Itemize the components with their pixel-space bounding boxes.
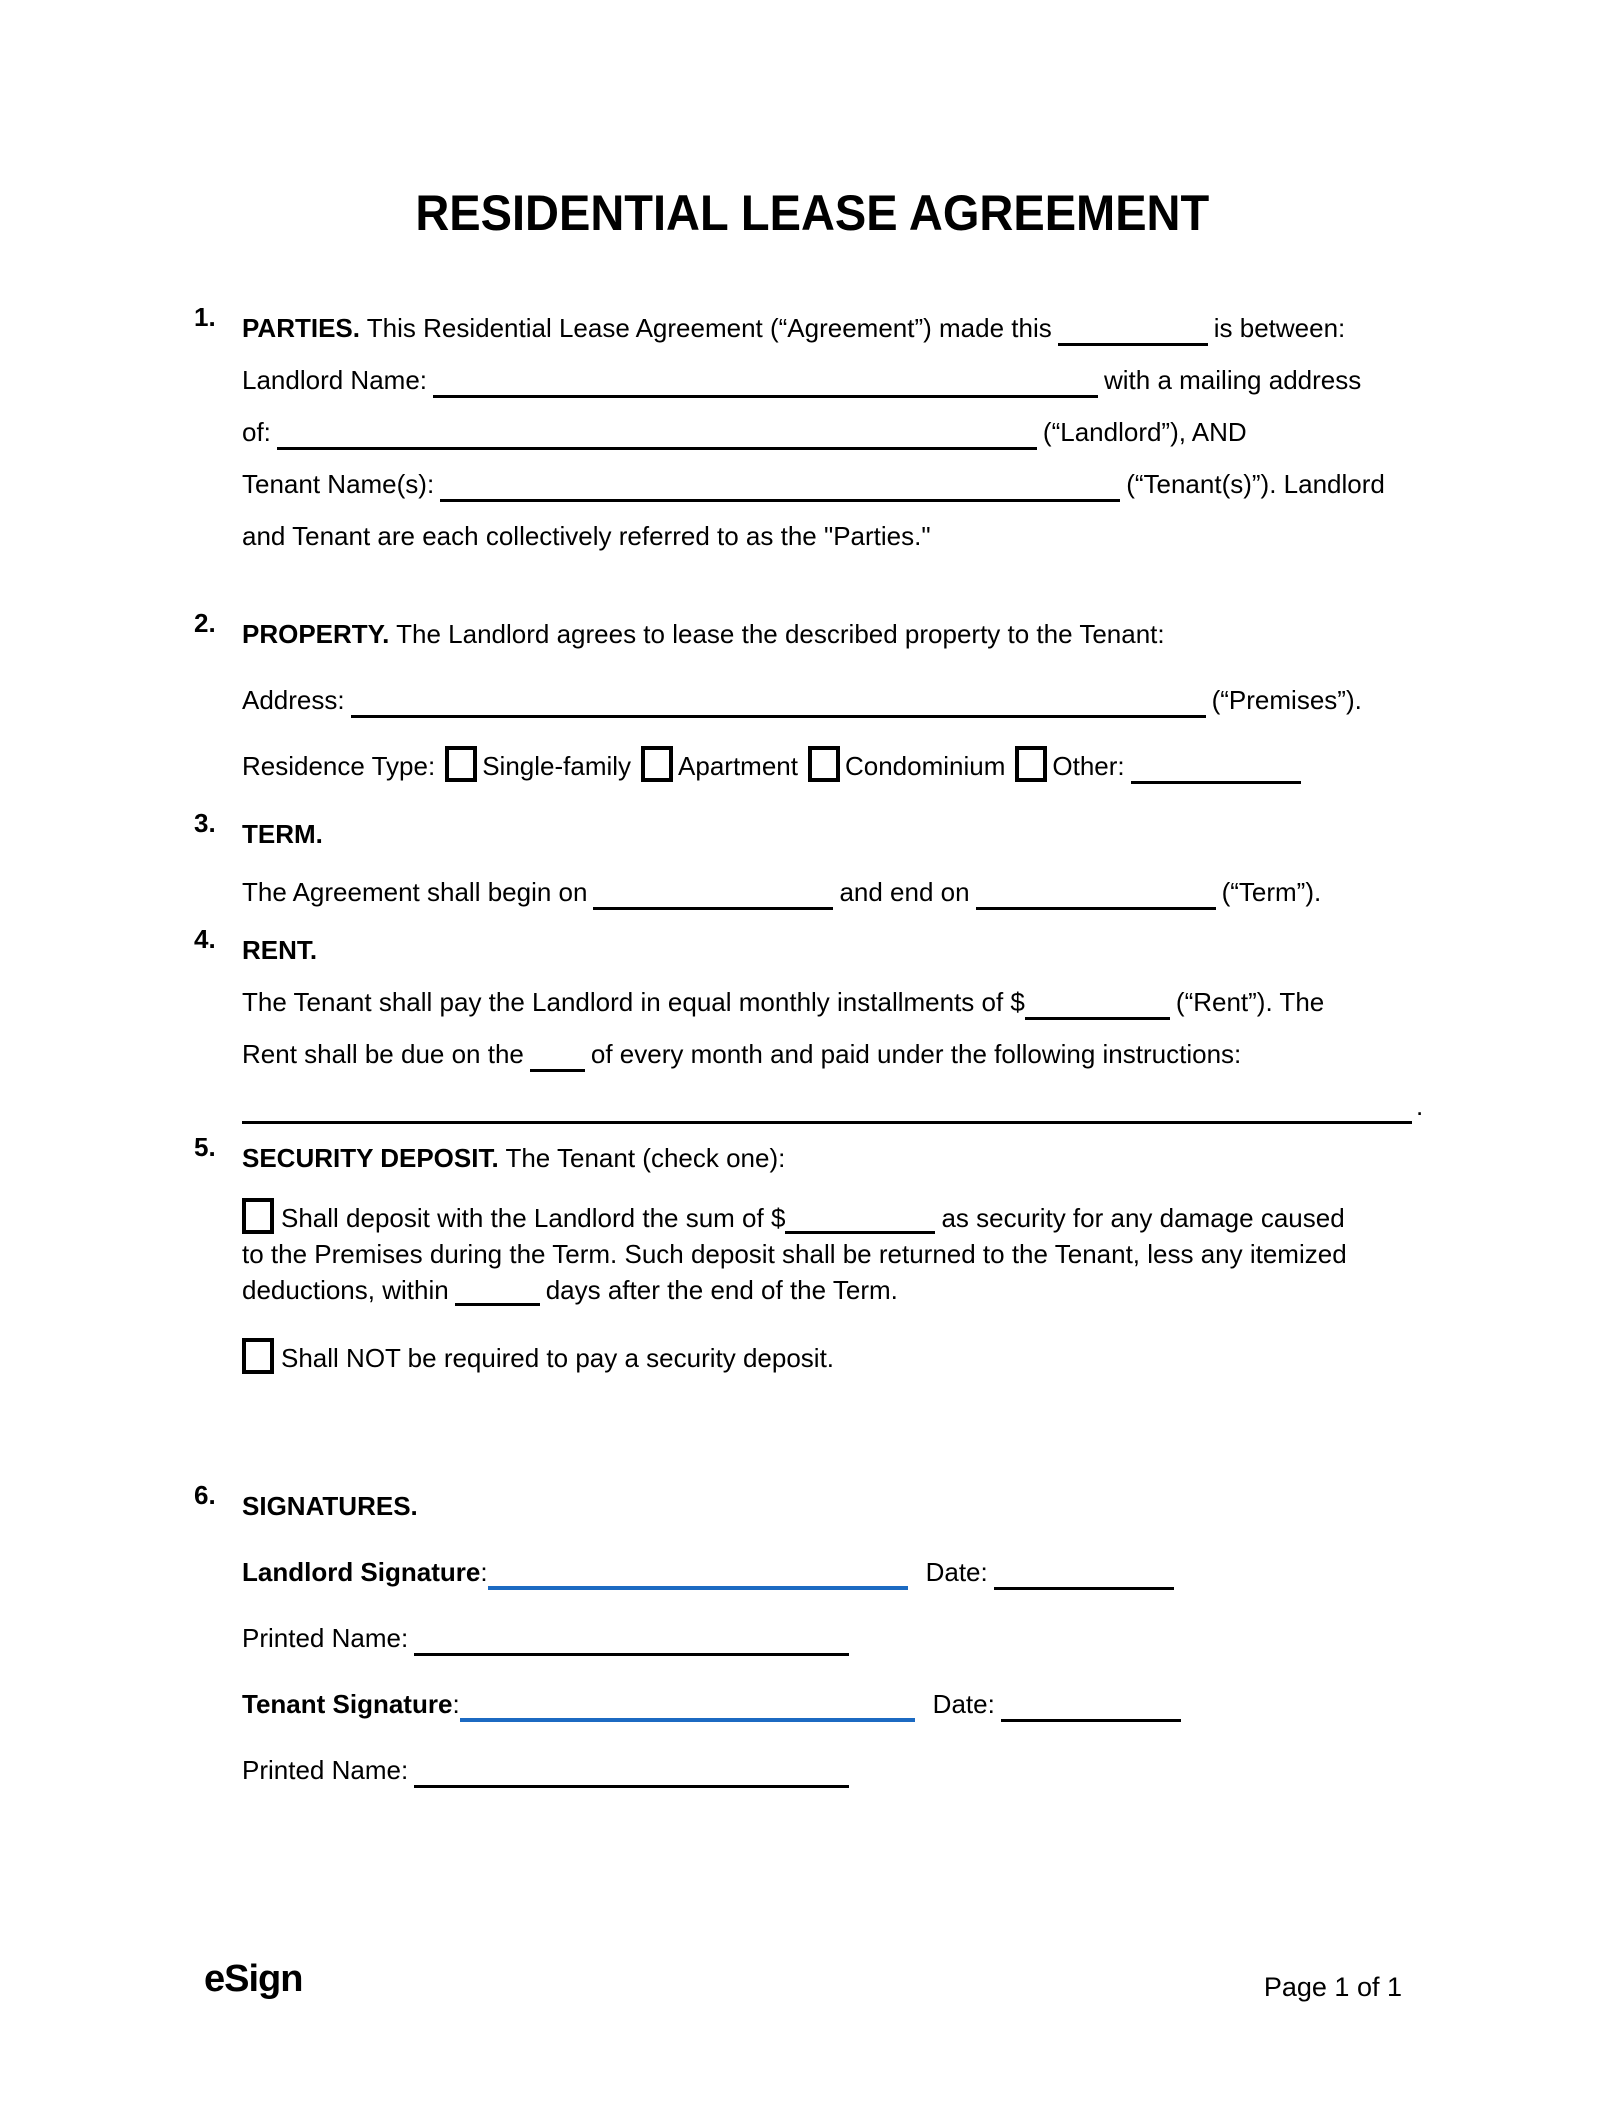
checkbox-other[interactable] bbox=[1015, 746, 1047, 782]
document-content bbox=[0, 302, 1624, 1796]
instructions-period: . bbox=[1416, 1091, 1424, 1121]
term-heading: TERM. bbox=[242, 819, 323, 849]
tenant-printed-name-label: Printed Name: bbox=[242, 1755, 409, 1785]
deposit-amount-blank[interactable] bbox=[785, 1203, 935, 1234]
tenant-printed-name-row bbox=[242, 1744, 1436, 1796]
parties-line-5 bbox=[242, 510, 1436, 562]
landlord-signature-row bbox=[242, 1546, 1436, 1598]
section-number-signatures: 6. bbox=[194, 1480, 216, 1510]
section-number-property: 2. bbox=[194, 608, 216, 638]
agreement-date-blank[interactable] bbox=[1058, 309, 1208, 346]
deposit-opt1-line-2 bbox=[242, 1236, 1436, 1272]
landlord-date-blank[interactable] bbox=[994, 1553, 1174, 1590]
property-heading: PROPERTY. bbox=[242, 619, 390, 649]
section-security-deposit bbox=[194, 1132, 1436, 1384]
payment-instructions-blank[interactable] bbox=[242, 1087, 1412, 1124]
signatures-heading-line bbox=[242, 1480, 1436, 1532]
section-signatures bbox=[194, 1480, 1436, 1796]
property-address-blank[interactable] bbox=[351, 681, 1206, 718]
section-parties bbox=[194, 302, 1436, 562]
parties-line-2 bbox=[242, 354, 1436, 406]
landlord-signature-line[interactable] bbox=[488, 1552, 908, 1590]
landlord-name-blank[interactable] bbox=[433, 361, 1098, 398]
rent-instructions-line bbox=[242, 1080, 1436, 1132]
tenant-signature-colon: : bbox=[452, 1689, 460, 1719]
rent-installments-text: The Tenant shall pay the Landlord in equal monthly installments of $ bbox=[242, 987, 1025, 1017]
tenant-signature-line[interactable] bbox=[460, 1684, 915, 1722]
rent-heading: RENT. bbox=[242, 935, 318, 965]
single-family-label: Single-family bbox=[482, 751, 632, 781]
landlord-defined-text: (“Landlord”), AND bbox=[1042, 417, 1247, 447]
checkbox-apartment[interactable] bbox=[641, 746, 673, 782]
section-number-term: 3. bbox=[194, 808, 216, 838]
deposit-returned-text: to the Premises during the Term. Such deposit shall be returned to the Tenant, less any itemized bbox=[242, 1239, 1347, 1269]
deposit-intro-text: The Tenant (check one): bbox=[505, 1143, 786, 1173]
checkbox-no-deposit[interactable] bbox=[242, 1338, 274, 1374]
section-number-rent: 4. bbox=[194, 924, 216, 954]
page-title-text: RESIDENTIAL LEASE AGREEMENT bbox=[415, 185, 1209, 241]
rent-due-day-blank[interactable] bbox=[530, 1035, 585, 1072]
landlord-signature-label: Landlord Signature bbox=[242, 1557, 481, 1587]
tenant-names-blank[interactable] bbox=[440, 465, 1120, 502]
residence-type-label: Residence Type: bbox=[242, 751, 436, 781]
term-end-blank[interactable] bbox=[976, 873, 1216, 910]
deposit-within-text: deductions, within bbox=[242, 1275, 449, 1305]
parties-intro-text: This Residential Lease Agreement (“Agreement”) made this bbox=[366, 313, 1052, 343]
of-label: of: bbox=[242, 417, 271, 447]
no-deposit-text: Shall NOT be required to pay a security deposit. bbox=[281, 1343, 835, 1373]
deposit-sum-text: Shall deposit with the Landlord the sum of $ bbox=[281, 1203, 786, 1233]
landlord-printed-name-blank[interactable] bbox=[414, 1619, 849, 1656]
deposit-security-text: as security for any damage caused bbox=[941, 1203, 1345, 1233]
tenant-names-label: Tenant Name(s): bbox=[242, 469, 435, 499]
checkbox-deposit-required[interactable] bbox=[242, 1198, 274, 1234]
section-number-parties: 1. bbox=[194, 302, 216, 332]
rent-instructions-text: of every month and paid under the following instructions: bbox=[590, 1039, 1242, 1069]
rent-body-line-1 bbox=[242, 976, 1436, 1028]
term-end-text: and end on bbox=[839, 877, 970, 907]
landlord-date-label: Date: bbox=[925, 1557, 988, 1587]
section-property bbox=[194, 608, 1436, 792]
page-number-label: Page 1 of 1 bbox=[1263, 1972, 1402, 2002]
term-start-blank[interactable] bbox=[593, 873, 833, 910]
apartment-label: Apartment bbox=[678, 751, 798, 781]
property-heading-line bbox=[242, 608, 1436, 660]
page-title bbox=[0, 0, 1624, 242]
checkbox-condominium[interactable] bbox=[808, 746, 840, 782]
tenant-signature-row bbox=[242, 1678, 1436, 1730]
term-body-line bbox=[242, 866, 1436, 918]
rent-due-text: Rent shall be due on the bbox=[242, 1039, 524, 1069]
other-residence-blank[interactable] bbox=[1131, 747, 1301, 784]
tenant-defined-text: (“Tenant(s)”). Landlord bbox=[1126, 469, 1385, 499]
address-label: Address: bbox=[242, 685, 345, 715]
residence-type-line bbox=[242, 740, 1436, 792]
landlord-signature-colon: : bbox=[480, 1557, 488, 1587]
property-intro-text: The Landlord agrees to lease the described property to the Tenant: bbox=[396, 619, 1165, 649]
landlord-name-label: Landlord Name: bbox=[242, 365, 427, 395]
deposit-days-blank[interactable] bbox=[455, 1275, 540, 1306]
parties-heading: PARTIES. bbox=[242, 313, 360, 343]
parties-line-3 bbox=[242, 406, 1436, 458]
rent-defined-text: (“Rent”). The bbox=[1175, 987, 1325, 1017]
esign-logo: eSign bbox=[204, 1958, 303, 2000]
rent-amount-blank[interactable] bbox=[1025, 983, 1170, 1020]
deposit-opt1-line-1 bbox=[242, 1198, 1436, 1236]
tenant-signature-label: Tenant Signature bbox=[242, 1689, 453, 1719]
tenant-date-label: Date: bbox=[932, 1689, 995, 1719]
section-rent bbox=[194, 924, 1436, 1132]
deposit-option-not-required bbox=[242, 1332, 1436, 1384]
checkbox-single-family[interactable] bbox=[445, 746, 477, 782]
term-defined-text: (“Term”). bbox=[1221, 877, 1322, 907]
parties-intro-suffix: is between: bbox=[1213, 313, 1346, 343]
rent-heading-line bbox=[242, 924, 1436, 976]
term-begin-text: The Agreement shall begin on bbox=[242, 877, 588, 907]
deposit-heading-line bbox=[242, 1132, 1436, 1184]
tenant-printed-name-blank[interactable] bbox=[414, 1751, 849, 1788]
landlord-printed-name-label: Printed Name: bbox=[242, 1623, 409, 1653]
deposit-heading: SECURITY DEPOSIT. bbox=[242, 1143, 499, 1173]
deposit-days-text: days after the end of the Term. bbox=[545, 1275, 898, 1305]
property-address-line bbox=[242, 674, 1436, 726]
mailing-address-blank[interactable] bbox=[277, 413, 1037, 450]
landlord-printed-name-row bbox=[242, 1612, 1436, 1664]
premises-defined-text: (“Premises”). bbox=[1211, 685, 1362, 715]
deposit-option-required bbox=[242, 1198, 1436, 1308]
parties-line-1 bbox=[242, 302, 1436, 354]
mailing-address-text: with a mailing address bbox=[1104, 365, 1362, 395]
term-heading-line bbox=[242, 808, 1436, 860]
tenant-date-blank[interactable] bbox=[1001, 1685, 1181, 1722]
condominium-label: Condominium bbox=[844, 751, 1006, 781]
section-term bbox=[194, 808, 1436, 918]
rent-body-line-2 bbox=[242, 1028, 1436, 1080]
parties-closing-text: and Tenant are each collectively referred to as the "Parties." bbox=[242, 521, 931, 551]
parties-line-4 bbox=[242, 458, 1436, 510]
section-number-deposit: 5. bbox=[194, 1132, 216, 1162]
signatures-heading: SIGNATURES. bbox=[242, 1491, 418, 1521]
other-label: Other: bbox=[1052, 751, 1125, 781]
deposit-opt1-line-3 bbox=[242, 1272, 1436, 1308]
